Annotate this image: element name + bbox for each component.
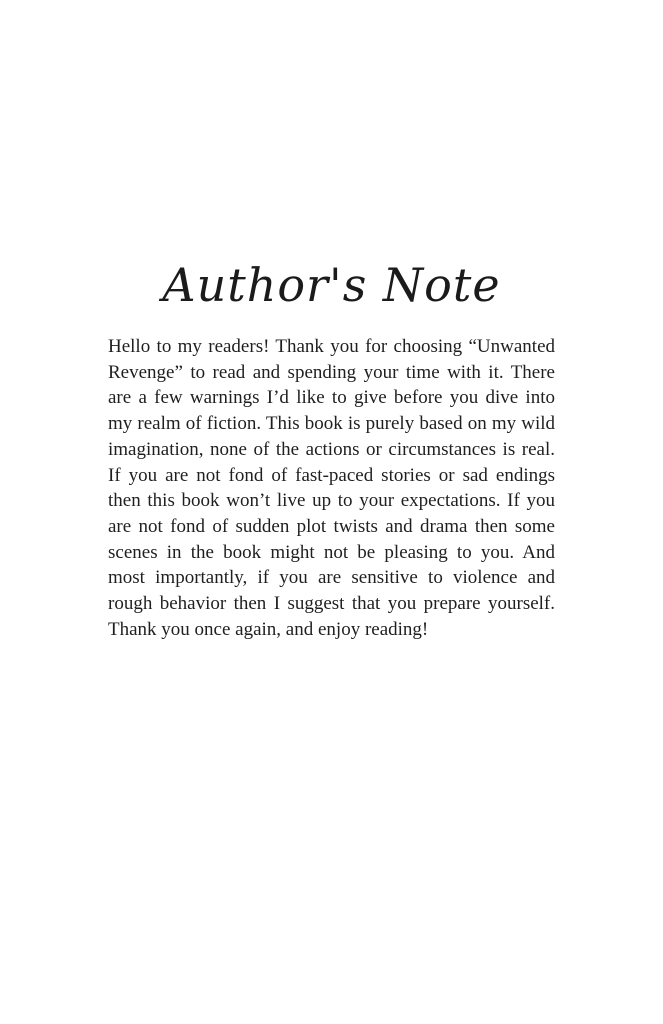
body-line: scenes in the book might not be pleasing to you. And [108, 541, 555, 563]
body-line: Hello to my readers! Thank you for choosing “Unwanted [108, 336, 555, 357]
author-note-body [108, 334, 555, 642]
body-line: imagination, none of the actions or circumstances is real. [108, 438, 555, 460]
body-line: most importantly, if you are sensitive to violence and [108, 567, 555, 589]
body-line: are not fond of sudden plot twists and drama then some [108, 515, 555, 537]
body-line: my realm of fiction. This book is purely based on my wild [108, 413, 555, 435]
body-line: Thank you once again, and enjoy reading! [108, 618, 429, 640]
page-title: Author's Note [162, 258, 501, 312]
body-line: are a few warnings I’d like to give before you dive into [108, 387, 555, 409]
body-line: rough behavior then I suggest that you prepare yourself. [108, 593, 555, 615]
body-line: then this book won’t live up to your expectations. If you [108, 490, 555, 512]
body-line: Revenge” to read and spending your time with it. There [108, 361, 555, 383]
body-line: If you are not fond of fast-paced stories or sad endings [108, 464, 555, 486]
